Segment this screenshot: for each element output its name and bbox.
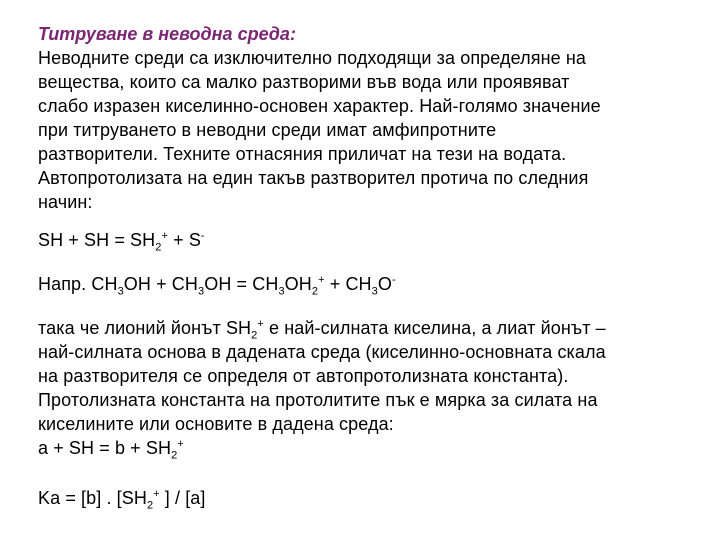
eq-subscript: 3 xyxy=(278,285,285,298)
body-line: киселините или основите в дадена среда: xyxy=(38,414,394,434)
body-paragraph xyxy=(38,316,688,460)
intro-line: вещества, които са малко разтворими във вода или проявяват xyxy=(38,72,570,92)
intro-paragraph xyxy=(38,46,688,214)
eq-text: Ka = [b] . [SH xyxy=(38,488,147,508)
body-line: Протолизната константа на протолитите пък е мярка за силата на xyxy=(38,390,598,410)
eq-subscript: 3 xyxy=(198,285,205,298)
eq-subscript: 2 xyxy=(155,241,162,254)
intro-line: Неводните среди са изключително подходящи за определяне на xyxy=(38,48,586,68)
slide xyxy=(38,22,688,510)
intro-line: при титруването в неводни среди имат амфипротните xyxy=(38,120,497,140)
eq-subscript: 2 xyxy=(311,285,319,298)
eq-text: OH + CH xyxy=(123,274,199,294)
eq-text: Напр. CH xyxy=(38,274,118,294)
equation-example xyxy=(38,272,688,296)
eq-superscript: + xyxy=(161,230,168,242)
body-line: най-силната основа в дадената среда (киселинно-основната скала xyxy=(38,342,606,362)
eq-subscript: 3 xyxy=(117,285,124,298)
body-line xyxy=(38,316,688,340)
body-text: е най-силната киселина, а лиат йонът – xyxy=(263,318,606,338)
eq-text: SH + SH = SH xyxy=(38,230,156,250)
eq-text: OH = CH xyxy=(204,274,279,294)
body-subscript: 2 xyxy=(251,329,258,342)
intro-line: начин: xyxy=(38,192,93,212)
intro-line: Автопротолизата на един такъв разтворител протича по следния xyxy=(38,168,589,188)
eq-superscript: + xyxy=(318,274,325,286)
equation-ka xyxy=(38,486,688,510)
equation-protolysis xyxy=(38,436,688,460)
body-text: така че лионий йонът SH xyxy=(38,318,252,338)
body-line: на разтворителя се определя от автопротолизната константа). xyxy=(38,366,569,386)
intro-line: разтворители. Техните отнасяния приличат на тези на водата. xyxy=(38,144,567,164)
eq-superscript: + xyxy=(153,488,160,500)
eq-text: a + SH = b + SH xyxy=(38,438,172,458)
slide-title: Титруване в неводна среда: xyxy=(38,24,296,44)
eq-text: O xyxy=(377,274,392,294)
equation-autoprotolysis xyxy=(38,228,688,252)
eq-subscript: 3 xyxy=(371,285,378,298)
eq-subscript: 2 xyxy=(146,499,154,512)
eq-superscript: + xyxy=(177,438,184,450)
intro-line: слабо изразен киселинно-основен характер. Най-голямо значение xyxy=(38,96,601,116)
eq-text: + S xyxy=(168,230,201,250)
body-superscript: + xyxy=(257,318,264,330)
eq-text: OH xyxy=(284,274,312,294)
eq-superscript: - xyxy=(200,230,205,242)
eq-text: ] / [a] xyxy=(159,488,206,508)
eq-text: + CH xyxy=(324,274,372,294)
eq-superscript: - xyxy=(391,274,396,286)
eq-subscript: 2 xyxy=(171,449,178,462)
